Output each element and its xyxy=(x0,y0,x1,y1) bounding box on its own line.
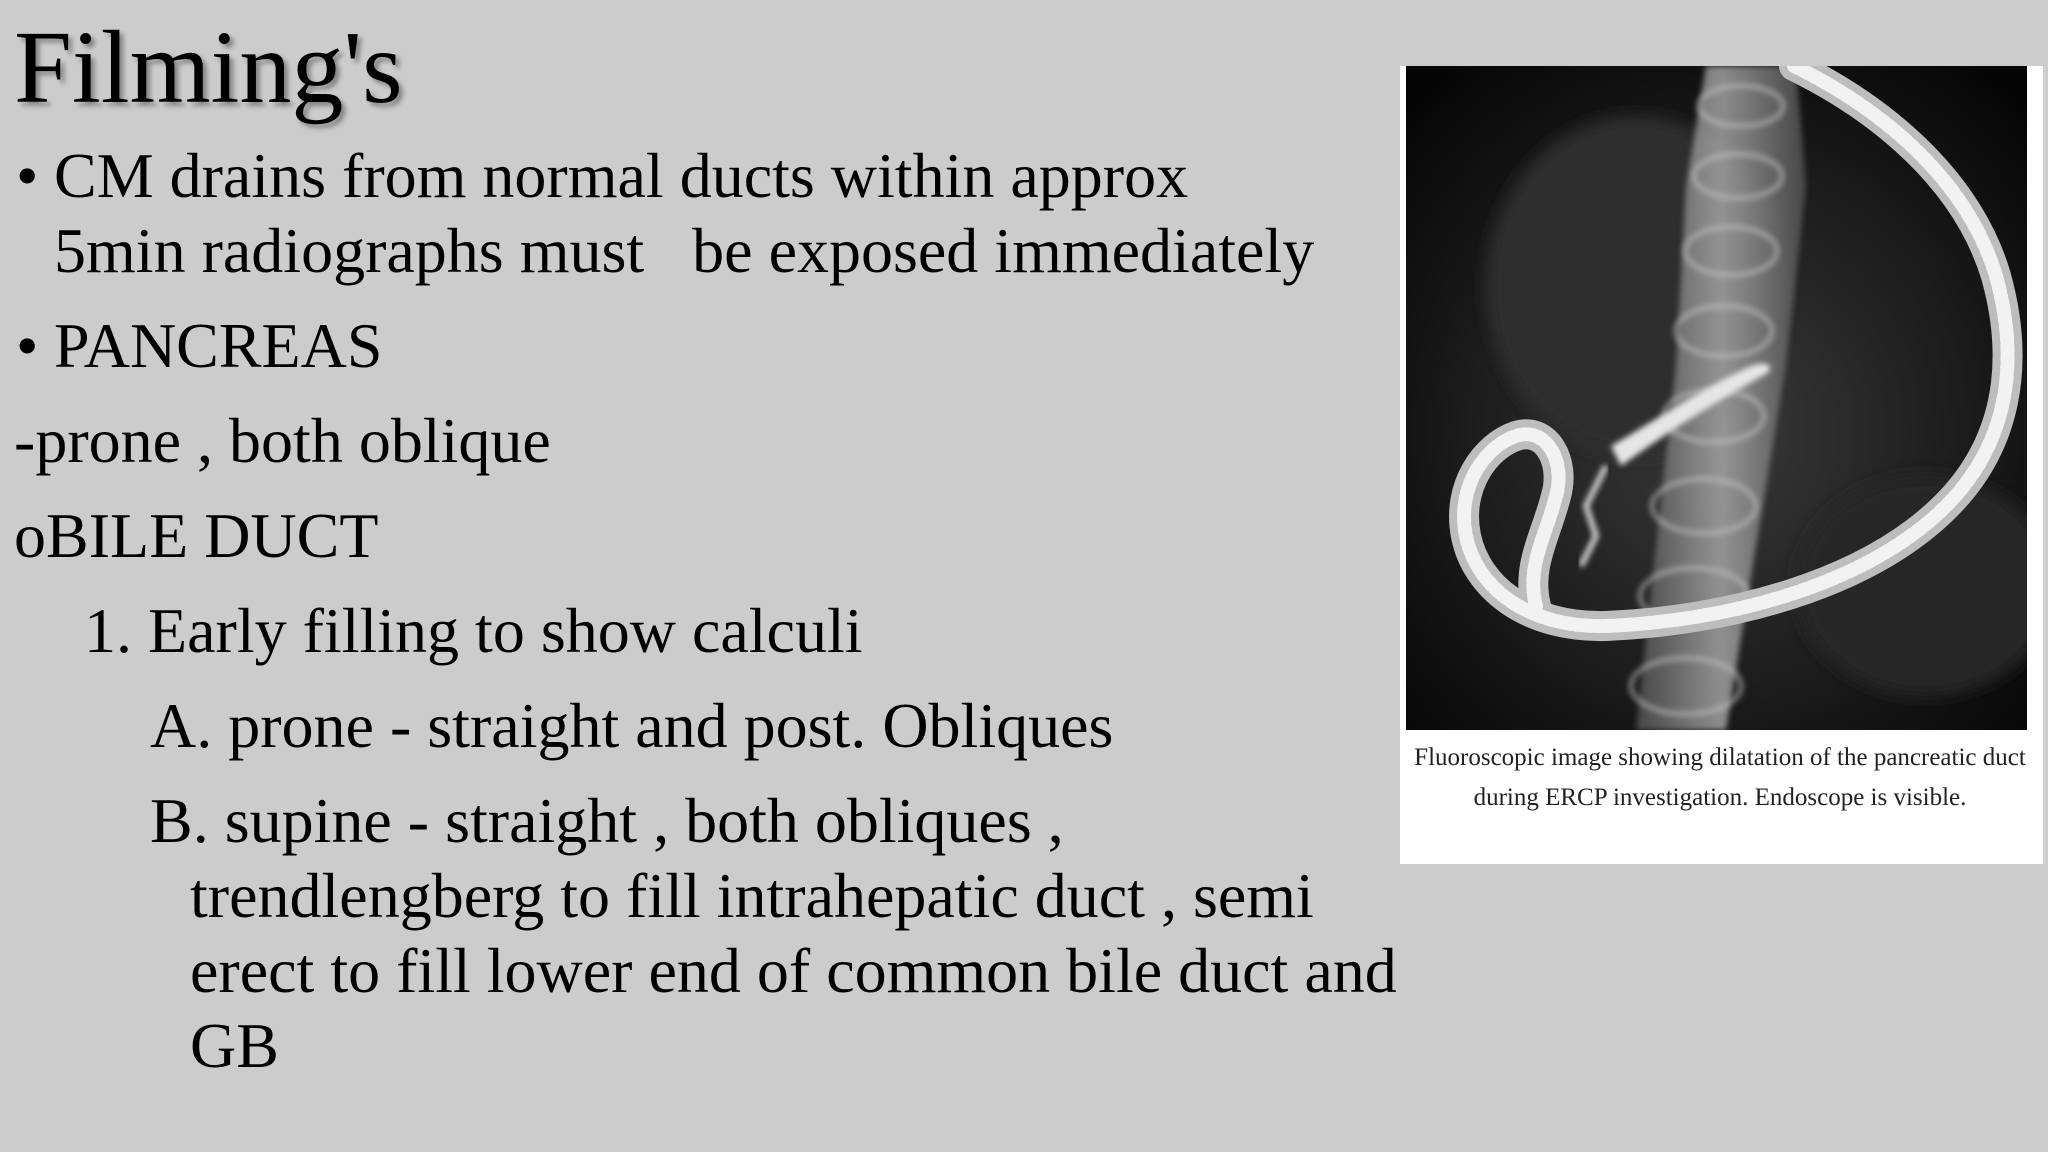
slide-body xyxy=(14,138,1409,1083)
bullet-line-part: 5min radiographs must xyxy=(54,215,645,286)
list-item: -prone , both oblique xyxy=(14,405,551,476)
slide-title: Filming's xyxy=(14,10,403,125)
bullet-text: PANCREAS xyxy=(54,310,383,381)
fluoroscopic-xray-image xyxy=(1406,66,2027,730)
bullet-dot-icon: • xyxy=(16,310,39,381)
list-item: B. supine - straight , both obliques , trendlengberg to fill intrahepatic duct , semi erect to fill lower end of common bile duct and GB xyxy=(150,785,1397,1081)
list-item: oBILE DUCT xyxy=(14,500,379,571)
bullet-item-pancreas xyxy=(14,308,1409,383)
bullet-line xyxy=(54,213,1409,288)
bullet-item-cm-drains xyxy=(14,138,1409,288)
figure-caption: Fluoroscopic image showing dilatation of the pancreatic duct during ERCP investigation. Endoscope is visible. xyxy=(1414,744,2026,811)
bullet-line: CM drains from normal ducts within approx xyxy=(54,140,1189,211)
bullet-dot-icon: • xyxy=(16,140,39,211)
bullet-line-part: be exposed immediately xyxy=(692,215,1315,286)
figure xyxy=(1400,66,2046,864)
list-item: 1. Early filling to show calculi xyxy=(84,595,863,666)
list-item: A. prone - straight and post. Obliques xyxy=(150,690,1114,761)
